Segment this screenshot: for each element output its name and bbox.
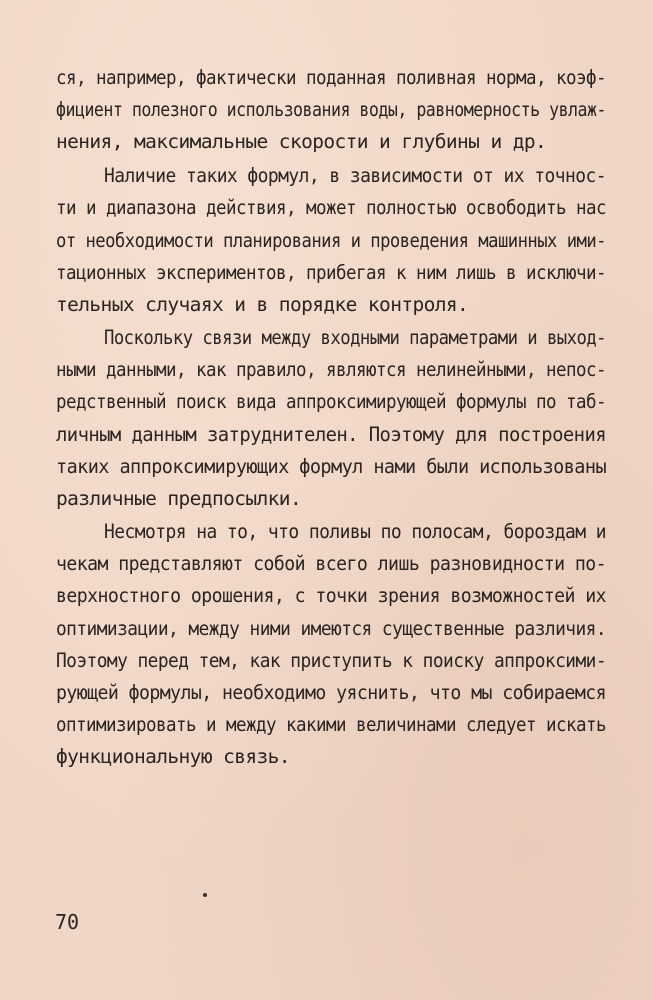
text-line: различные предпосылки.: [56, 487, 302, 510]
text-line: личным данным затруднителен. Поэтому для построения: [56, 423, 607, 446]
text-line: оптимизировать и между какими величинами следует искать: [56, 713, 607, 736]
text-line: верхностного орошения, с точки зрения возможностей их: [56, 584, 606, 607]
text-line: ти и диапазона действия, может полностью освободить нас: [56, 196, 607, 219]
text-line: таких аппроксимирующих формул нами были использованы: [56, 455, 607, 478]
text-line: редственный поиск вида аппроксимирующей формулы по таб-: [56, 390, 607, 413]
text-line: Поскольку связи между входными параметрами и выход-: [104, 326, 607, 349]
text-line: Несмотря на то, что поливы по полосам, бороздам и: [104, 520, 606, 543]
text-line: ся, например, фактически поданная поливная норма, коэф-: [56, 66, 607, 89]
text-line: тационных экспериментов, прибегая к ним лишь в исключи-: [56, 261, 607, 284]
ink-speck: [203, 893, 207, 897]
text-line: Поэтому перед тем, как приступить к поиску аппроксими-: [56, 649, 607, 672]
page-number: 70: [55, 910, 80, 934]
text-line: от необходимости планирования и проведения машинных ими-: [56, 229, 606, 252]
text-line: чекам представляют собой всего лишь разновидности по-: [56, 552, 606, 575]
text-line: фициент полезного использования воды, равномерность увлаж-: [56, 98, 606, 121]
text-line: рующей формулы, необходимо уяснить, что мы собираемся: [56, 681, 606, 704]
text-line: нения, максимальные скорости и глубины и др.: [56, 130, 547, 153]
text-line: функциональную связь.: [56, 745, 290, 768]
text-line: тельных случаях и в порядке контроля.: [56, 293, 469, 316]
text-line: ными данными, как правило, являются нелинейными, непос-: [56, 358, 607, 381]
text-line: Наличие таких формул, в зависимости от их точнос-: [104, 164, 606, 187]
text-line: оптимизации, между ними имеются существенные различия.: [56, 617, 607, 640]
